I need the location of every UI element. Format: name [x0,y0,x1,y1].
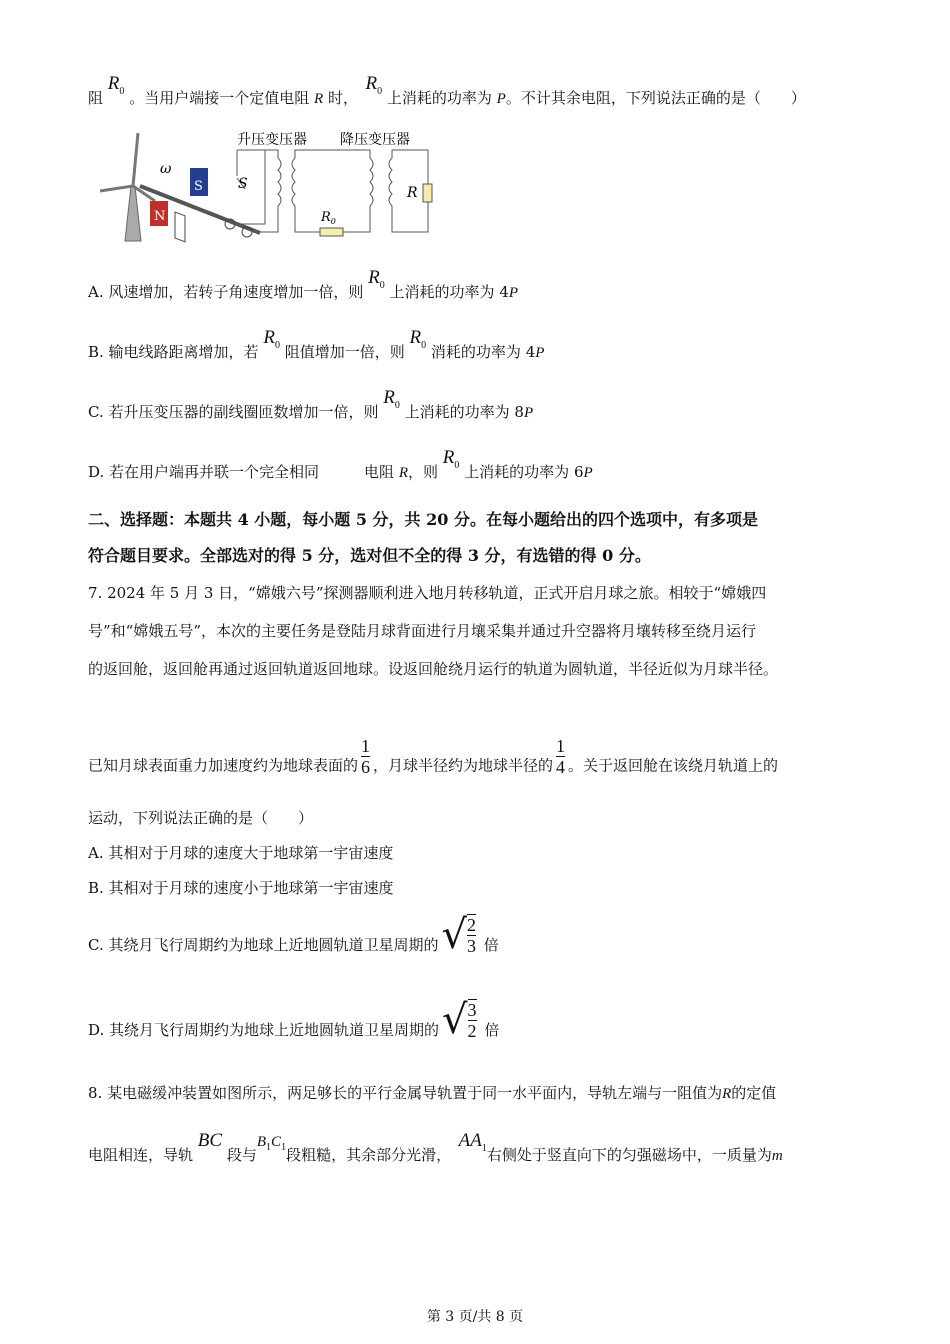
P-symbol: P [496,91,506,107]
q8-line1: 8. 某电磁缓冲装置如图所示，两足够长的平行金属导轨置于同一水平面内，导轨左端与一阻值为R的定值 [88,1084,777,1102]
q7-option-b[interactable]: B. 其相对于月球的速度小于地球第一宇宙速度 [88,879,394,897]
q6-option-c[interactable]: C. 若升压变压器的副线圈匝数增加一倍，则 $R_0$ 上消耗的功率为 8P [88,387,534,421]
q7-line3: 的返回舱，返回舱再通过返回轨道返回地球。设返回舱绕月运行的轨道为圆轨道，半径近似为月球半径。 [88,660,779,678]
wind-generator-transmission-figure [95,128,445,246]
fraction-1-4: $\frac{1}{4}$ [556,736,566,777]
q6-stem [88,73,806,116]
q7-line4: 已知月球表面重力加速度约为地球表面的 $\frac{1}{6}$ ，月球半径约为地球半径的 $\frac{1}{4}$ 。关于返回舱在该绕月轨道上的 [88,736,779,777]
r0-symbol: $R_0$ [368,267,385,291]
text: 。不计其余电阻，下列说法正确的是（ ） [505,89,806,107]
AA1-symbol: $AA_1$ [458,1130,487,1154]
q7-line5: 运动，下列说法正确的是（ ） [88,809,314,827]
r0-symbol: $R_0$ [442,447,460,471]
q7-line2: 号”和“嫦娥五号”，本次的主要任务是登陆月球背面进行月壤采集并通过升空器将月壤转移至绕月运行 [88,622,757,640]
step-up-label: 升压变压器 [237,132,307,148]
sqrt-3-2: √ $\frac{3}{2}$ [442,997,477,1043]
magnet-n-label: N [154,209,166,224]
text: 。当用户端接一个定值电阻 [129,89,310,107]
text: 上消耗的功率为 [386,89,492,107]
q8-line2: 电阻相连，导轨 BC 段与$B_1C_1$段粗糙，其余部分光滑， $AA_1$右侧处于竖直向下的匀强磁场中，一质量为m [88,1130,783,1164]
r0-label: $R_0$ [321,210,336,226]
q7-option-d[interactable]: D. 其绕月飞行周期约为地球上近地圆轨道卫星周期的 √ $\frac{3}{2}$ 倍 [88,997,500,1043]
B1C1-symbol: $B_1C_1$ [256,1134,287,1153]
omega-label: ω [160,161,172,177]
section-heading-line2: 符合题目要求。全部选对的得 5 分，选对但不全的得 3 分，有选错的得 0 分。 [88,546,651,565]
r0-symbol: $R_0$ [365,73,383,97]
magnet-s-label: S [194,179,203,194]
sqrt-2-3: √ $\frac{2}{3}$ [441,912,476,958]
r0-symbol: $R_0$ [263,327,280,351]
text: 时， [327,89,351,107]
fraction-1-6: $\frac{1}{6}$ [361,736,371,777]
r0-symbol: $R_0$ [107,73,125,97]
q6-option-a[interactable]: A. 风速增加，若转子角速度增加一倍，则 $R_0$ 上消耗的功率为 4P [88,267,519,301]
q7-option-a[interactable]: A. 其相对于月球的速度大于地球第一宇宙速度 [88,844,394,862]
q6-option-d[interactable]: D. 若在用户端再并联一个完全相同 电阻 R，则 $R_0$ 上消耗的功率为 6P [88,447,593,481]
BC-symbol: BC [197,1130,223,1151]
section-heading-line1: 二、选择题：本题共 4 小题，每小题 5 分，共 20 分。在每小题给出的四个选项中，有多项是 [88,510,758,529]
text: 阻 [88,89,104,107]
page-footer: 第 3 页/共 8 页 [426,1309,524,1325]
switch-label: S [238,176,248,192]
R-symbol: R [313,91,324,107]
r0-symbol: $R_0$ [409,327,427,351]
r0-symbol: $R_0$ [383,387,400,411]
r-label: R [407,185,418,201]
q7-line1: 7. 2024 年 5 月 3 日，“嫦娥六号”探测器顺利进入地月转移轨道，正式开启月球之旅。相较于“嫦娥四 [88,584,767,602]
step-down-label: 降压变压器 [340,132,410,148]
q7-option-c[interactable]: C. 其绕月飞行周期约为地球上近地圆轨道卫星周期的 √ $\frac{2}{3}$ 倍 [88,912,499,958]
q6-option-b[interactable]: B. 输电线路距离增加，若 $R_0$ 阻值增加一倍，则 $R_0$ 消耗的功率为 4P [88,327,545,361]
